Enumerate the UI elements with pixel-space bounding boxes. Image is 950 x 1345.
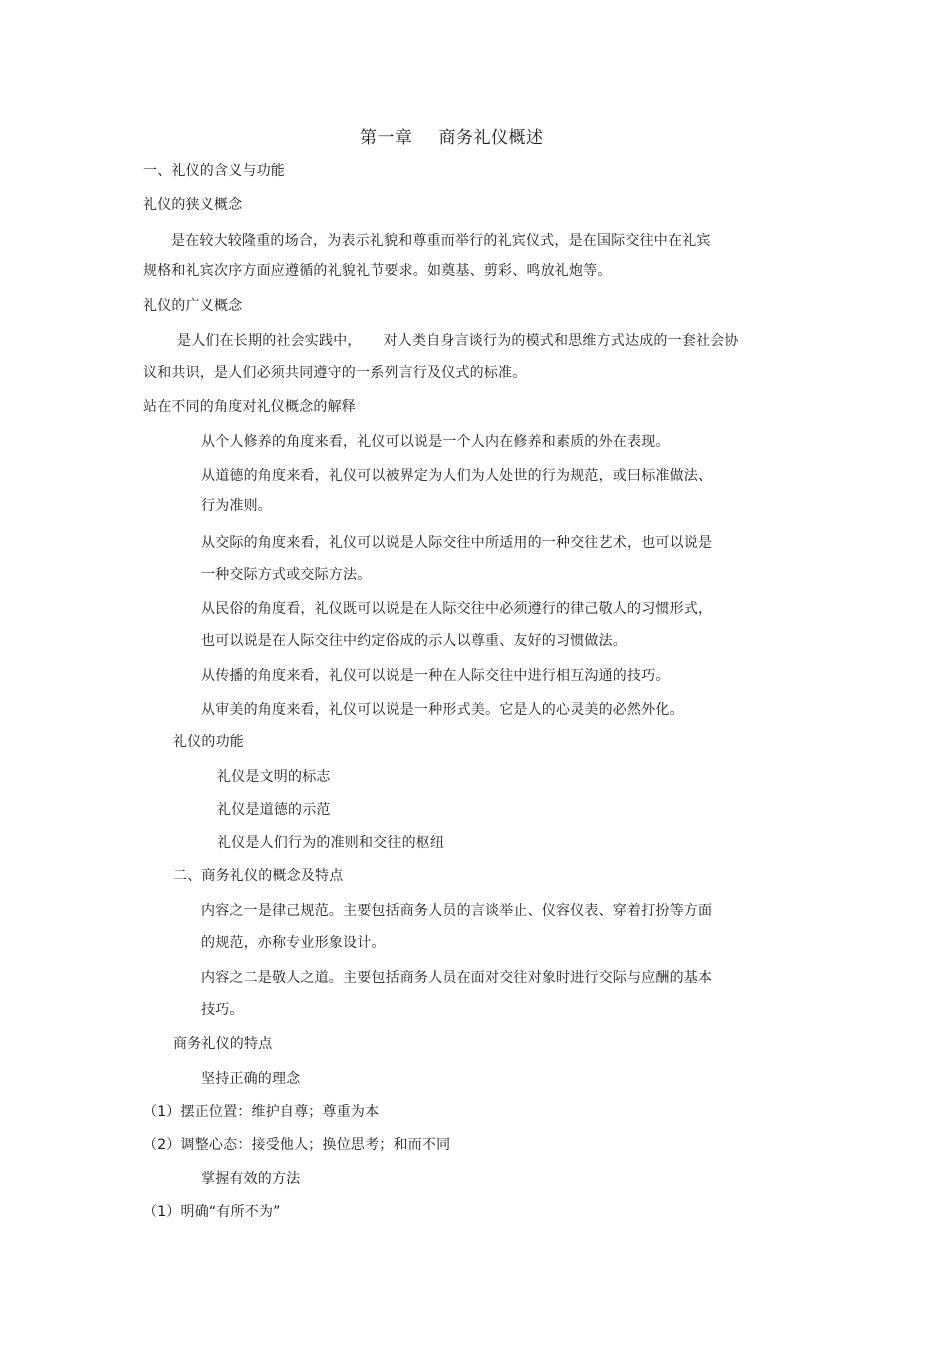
angle-social-line-2: 一种交际方式或交际方法。 [201,567,372,583]
angle-folk-line-1: 从民俗的角度看，礼仪既可以说是在人际交往中必须遵行的律己敬人的习惯形式， [201,601,713,617]
feature-idea-item-1: （1）摆正位置：维护自尊；尊重为本 [143,1104,380,1120]
content-2-line-1: 内容之二是敬人之道。主要包括商务人员在面对交往对象时进行交际与应酬的基本 [201,970,713,986]
angle-aesthetic: 从审美的角度来看，礼仪可以说是一种形式美。它是人的心灵美的必然外化。 [201,702,684,718]
feature-effective-method: 掌握有效的方法 [201,1171,301,1187]
function-item-1: 礼仪是文明的标志 [217,769,331,785]
angle-moral-line-1: 从道德的角度来看，礼仪可以被界定为人们为人处世的行为规范，或曰标准做法、 [201,468,713,484]
content-1-line-1: 内容之一是律己规范。主要包括商务人员的言谈举止、仪容仪表、穿着打扮等方面 [201,903,713,919]
broad-concept-line-1 [177,332,739,350]
chapter-name: 商务礼仪概述 [438,128,544,148]
features-heading: 商务礼仪的特点 [173,1036,273,1052]
angle-folk-line-2: 也可以说是在人际交往中约定俗成的示人以尊重、友好的习惯做法。 [201,633,627,649]
angle-moral-line-2: 行为准则。 [201,498,272,514]
broad-concept-heading: 礼仪的广义概念 [143,298,243,314]
section-1-heading: 一、礼仪的含义与功能 [143,163,285,179]
broad-concept-line-1a: 是人们在长期的社会实践中， [177,333,362,349]
angle-social-line-1: 从交际的角度来看，礼仪可以说是人际交往中所适用的一种交往艺术，也可以说是 [201,535,713,551]
content-1-line-2: 的规范，亦称专业形象设计。 [201,935,386,951]
broad-concept-line-1b: 对人类自身言谈行为的模式和思维方式达成的一套社会协 [383,333,739,349]
angles-heading: 站在不同的角度对礼仪概念的解释 [143,399,356,415]
function-item-2: 礼仪是道德的示范 [217,802,331,818]
narrow-concept-line-1: 是在较大较隆重的场合，为表示礼貌和尊重而举行的礼宾仪式，是在国际交往中在礼宾 [171,233,711,249]
function-item-3: 礼仪是人们行为的准则和交往的枢纽 [217,835,445,851]
feature-correct-idea: 坚持正确的理念 [201,1071,301,1087]
feature-method-item-1: （1）明确“有所不为” [143,1204,281,1220]
content-2-line-2: 技巧。 [201,1002,244,1018]
angle-communication: 从传播的角度来看，礼仪可以说是一种在人际交往中进行相互沟通的技巧。 [201,668,670,684]
functions-heading: 礼仪的功能 [173,734,244,750]
narrow-concept-line-2: 规格和礼宾次序方面应遵循的礼貌礼节要求。如奠基、剪彩、鸣放礼炮等。 [143,263,612,279]
chapter-title [360,127,544,149]
narrow-concept-heading: 礼仪的狭义概念 [143,197,243,213]
section-2-heading: 二、商务礼仪的概念及特点 [173,868,344,884]
broad-concept-line-2: 议和共识，是人们必须共同遵守的一系列言行及仪式的标准。 [143,365,527,381]
feature-idea-item-2: （2）调整心态：接受他人；换位思考；和而不同 [143,1137,451,1153]
angle-personal: 从个人修养的角度来看，礼仪可以说是一个人内在修养和素质的外在表现。 [201,434,670,450]
chapter-number: 第一章 [360,128,413,148]
